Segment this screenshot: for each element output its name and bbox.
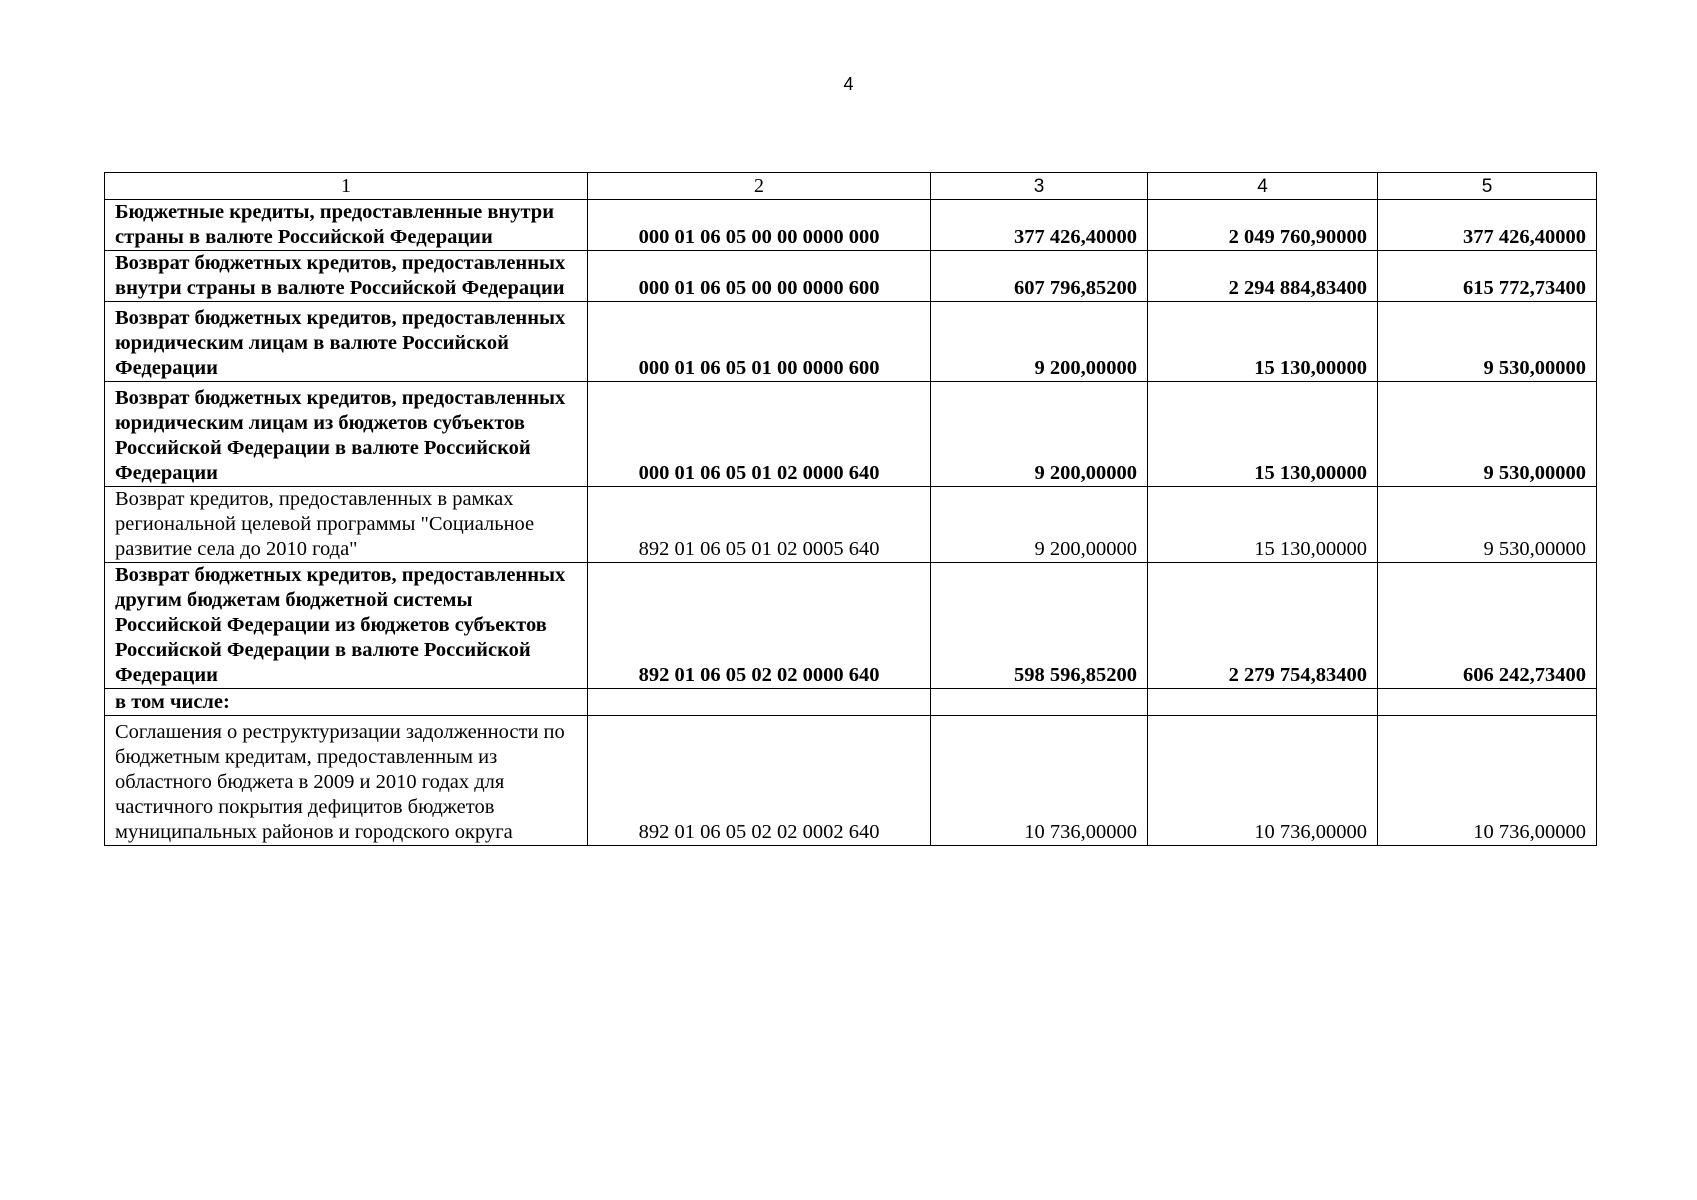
- table-row: [105, 716, 1597, 846]
- row-value-3: 9 200,00000: [931, 302, 1148, 382]
- row-value-4: [1148, 689, 1378, 716]
- row-value-5: 9 530,00000: [1378, 487, 1597, 563]
- row-value-3: 598 596,85200: [931, 563, 1148, 689]
- row-code: [588, 689, 931, 716]
- row-code: 000 01 06 05 01 00 0000 600: [588, 302, 931, 382]
- row-value-4: 2 049 760,90000: [1148, 200, 1378, 251]
- row-value-5: [1378, 689, 1597, 716]
- table-row: [105, 563, 1597, 689]
- row-value-4: 15 130,00000: [1148, 302, 1378, 382]
- page-number: 4: [843, 74, 854, 94]
- row-name: Бюджетные кредиты, предоставленные внутри страны в валюте Российской Федерации: [105, 200, 588, 251]
- budget-sources-table: [104, 172, 1597, 846]
- table-row: [105, 487, 1597, 563]
- table-row: [105, 382, 1597, 487]
- row-value-4: 2 279 754,83400: [1148, 563, 1378, 689]
- column-header-5: 5: [1378, 173, 1597, 200]
- row-name: Соглашения о реструктуризации задолженности по бюджетным кредитам, предоставленным из областного бюджета в 2009 и 2010 годах для частичного покрытия дефицитов бюджетов муниципальных районов и городского округа: [105, 716, 588, 846]
- row-value-5: 606 242,73400: [1378, 563, 1597, 689]
- row-code: 892 01 06 05 01 02 0005 640: [588, 487, 931, 563]
- row-value-4: 2 294 884,83400: [1148, 251, 1378, 302]
- table-row: [105, 200, 1597, 251]
- table-header-row: [105, 173, 1597, 200]
- row-value-3: 377 426,40000: [931, 200, 1148, 251]
- row-value-4: 15 130,00000: [1148, 382, 1378, 487]
- table-row: [105, 302, 1597, 382]
- row-value-3: 10 736,00000: [931, 716, 1148, 846]
- row-value-5: 377 426,40000: [1378, 200, 1597, 251]
- row-value-3: [931, 689, 1148, 716]
- row-value-5: 10 736,00000: [1378, 716, 1597, 846]
- row-name: Возврат кредитов, предоставленных в рамках региональной целевой программы "Социальное развитие села до 2010 года": [105, 487, 588, 563]
- row-code: 892 01 06 05 02 02 0000 640: [588, 563, 931, 689]
- row-name: Возврат бюджетных кредитов, предоставленных юридическим лицам из бюджетов субъектов Российской Федерации в валюте Российской Федерации: [105, 382, 588, 487]
- table-subheader-row: [105, 689, 1597, 716]
- row-value-3: 9 200,00000: [931, 382, 1148, 487]
- table-row: [105, 251, 1597, 302]
- column-header-1: 1: [105, 173, 588, 200]
- row-value-5: 9 530,00000: [1378, 382, 1597, 487]
- row-value-5: 615 772,73400: [1378, 251, 1597, 302]
- row-name: Возврат бюджетных кредитов, предоставленных внутри страны в валюте Российской Федерации: [105, 251, 588, 302]
- row-code: 892 01 06 05 02 02 0002 640: [588, 716, 931, 846]
- row-value-4: 10 736,00000: [1148, 716, 1378, 846]
- column-header-4: 4: [1148, 173, 1378, 200]
- row-code: 000 01 06 05 00 00 0000 600: [588, 251, 931, 302]
- row-value-3: 607 796,85200: [931, 251, 1148, 302]
- row-name: в том числе:: [105, 689, 588, 716]
- row-value-5: 9 530,00000: [1378, 302, 1597, 382]
- column-header-3: 3: [931, 173, 1148, 200]
- row-name: Возврат бюджетных кредитов, предоставленных юридическим лицам в валюте Российской Федерации: [105, 302, 588, 382]
- row-name: Возврат бюджетных кредитов, предоставленных другим бюджетам бюджетной системы Российской Федерации из бюджетов субъектов Российской Федерации в валюте Российской Федерации: [105, 563, 588, 689]
- row-value-3: 9 200,00000: [931, 487, 1148, 563]
- row-code: 000 01 06 05 00 00 0000 000: [588, 200, 931, 251]
- row-value-4: 15 130,00000: [1148, 487, 1378, 563]
- column-header-2: 2: [588, 173, 931, 200]
- row-code: 000 01 06 05 01 02 0000 640: [588, 382, 931, 487]
